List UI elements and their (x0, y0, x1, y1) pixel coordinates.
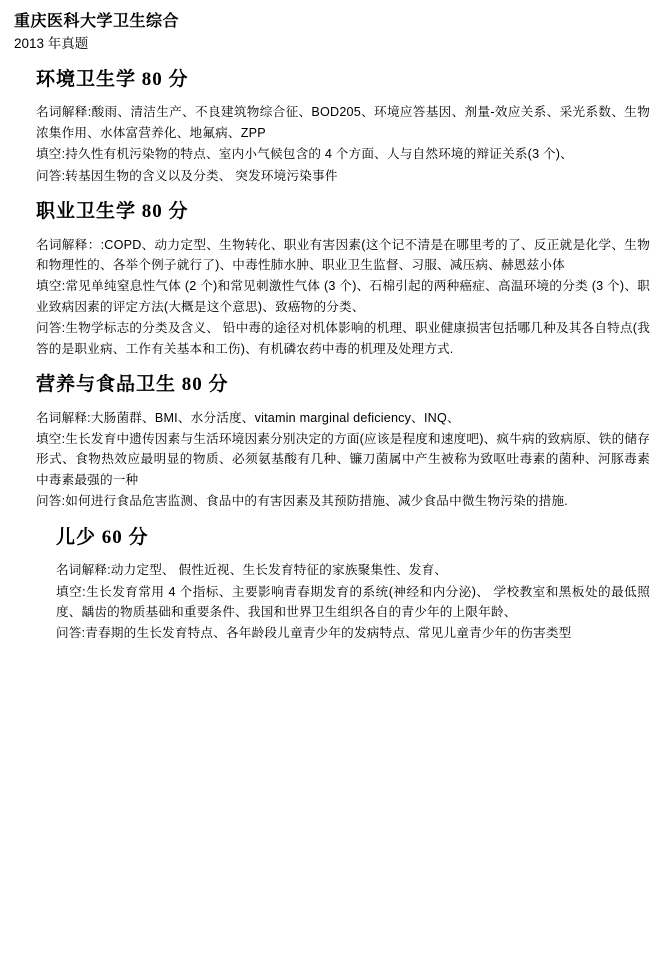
section-occupational-health (14, 200, 650, 359)
paragraph-fill-in-blank: 填空:生长发育中遗传因素与生活环境因素分别决定的方面(应该是程度和速度吧)、疯牛病的致病原、铁的储存形式、食物热效应最明显的物质、必须氨基酸有几种、镰刀菌属中产生被称为致呕吐毒素的菌种、河豚毒素中毒素最强的一种 (36, 432, 650, 487)
paragraph-questions: 问答:青春期的生长发育特点、各年龄段儿童青少年的发病特点、常见儿童青少年的伤害类型 (56, 626, 572, 641)
section-environmental-health (14, 68, 650, 186)
paragraph-terms: 名词解释:酸雨、清洁生产、不良建筑物综合征、BOD205、环境应答基因、剂量-效应关系、采光系数、生物浓集作用、水体富营养化、地氟病、ZPP (36, 105, 650, 140)
section-child-adolescent-health (14, 526, 650, 644)
paragraph-questions: 问答:转基因生物的含义以及分类、 突发环境污染事件 (36, 168, 338, 183)
section-heading: 职业卫生学 80 分 (36, 200, 189, 222)
paragraph-questions: 问答:如何进行食品危害监测、食品中的有害因素及其预防措施、减少食品中微生物污染的措施. (36, 494, 568, 509)
section-heading: 营养与食品卫生 80 分 (36, 373, 229, 395)
section-heading: 环境卫生学 80 分 (36, 68, 189, 90)
paragraph-terms: 名词解释:大肠菌群、BMI、水分活度、vitamin marginal deficiency、INQ、 (36, 410, 460, 425)
paragraph-terms: 名词解释:动力定型、 假性近视、生长发育特征的家族聚集性、发育、 (56, 563, 448, 578)
paragraph-fill-in-blank: 填空:常见单纯窒息性气体 (2 个)和常见刺激性气体 (3 个)、石棉引起的两种癌症、高温环境的分类 (3 个)、职业致病因素的评定方法(大概是这个意思)、致癌物的分类、 (36, 279, 650, 314)
section-body (56, 560, 650, 644)
paragraph-fill-in-blank: 填空:生长发育常用 4 个指标、主要影响青春期发育的系统(神经和内分泌)、 学校教室和黑板处的最低照度、龋齿的物质基础和重要条件、我国和世界卫生组织各自的青少年的上限年龄、 (56, 584, 650, 620)
document-subtitle: 2013 年真题 (14, 35, 89, 51)
section-body (36, 408, 650, 512)
section-body (36, 235, 650, 359)
section-body (36, 102, 650, 186)
paragraph-fill-in-blank: 填空:持久性有机污染物的特点、室内小气候包含的 4 个方面、人与自然环境的辩证关系(3 个)、 (36, 147, 573, 162)
paragraph-terms: 名词解释：:COPD、动力定型、生物转化、职业有害因素(这个记不清是在哪里考的了、反正就是化学、生物和物理性的、各举个例子就行了)、中毒性肺水肿、职业卫生监督、习服、减压病、赫恩兹小体 (36, 237, 650, 273)
paragraph-questions: 问答:生物学标志的分类及含义、 铅中毒的途径对机体影响的机理、职业健康损害包括哪几种及其各自特点(我答的是职业病、工作有关基本和工伤)、有机磷农药中毒的机理及处理方式. (36, 321, 650, 356)
section-heading: 儿少 60 分 (56, 526, 149, 548)
section-nutrition-food-hygiene (14, 373, 650, 512)
document-title: 重庆医科大学卫生综合 (14, 13, 180, 30)
